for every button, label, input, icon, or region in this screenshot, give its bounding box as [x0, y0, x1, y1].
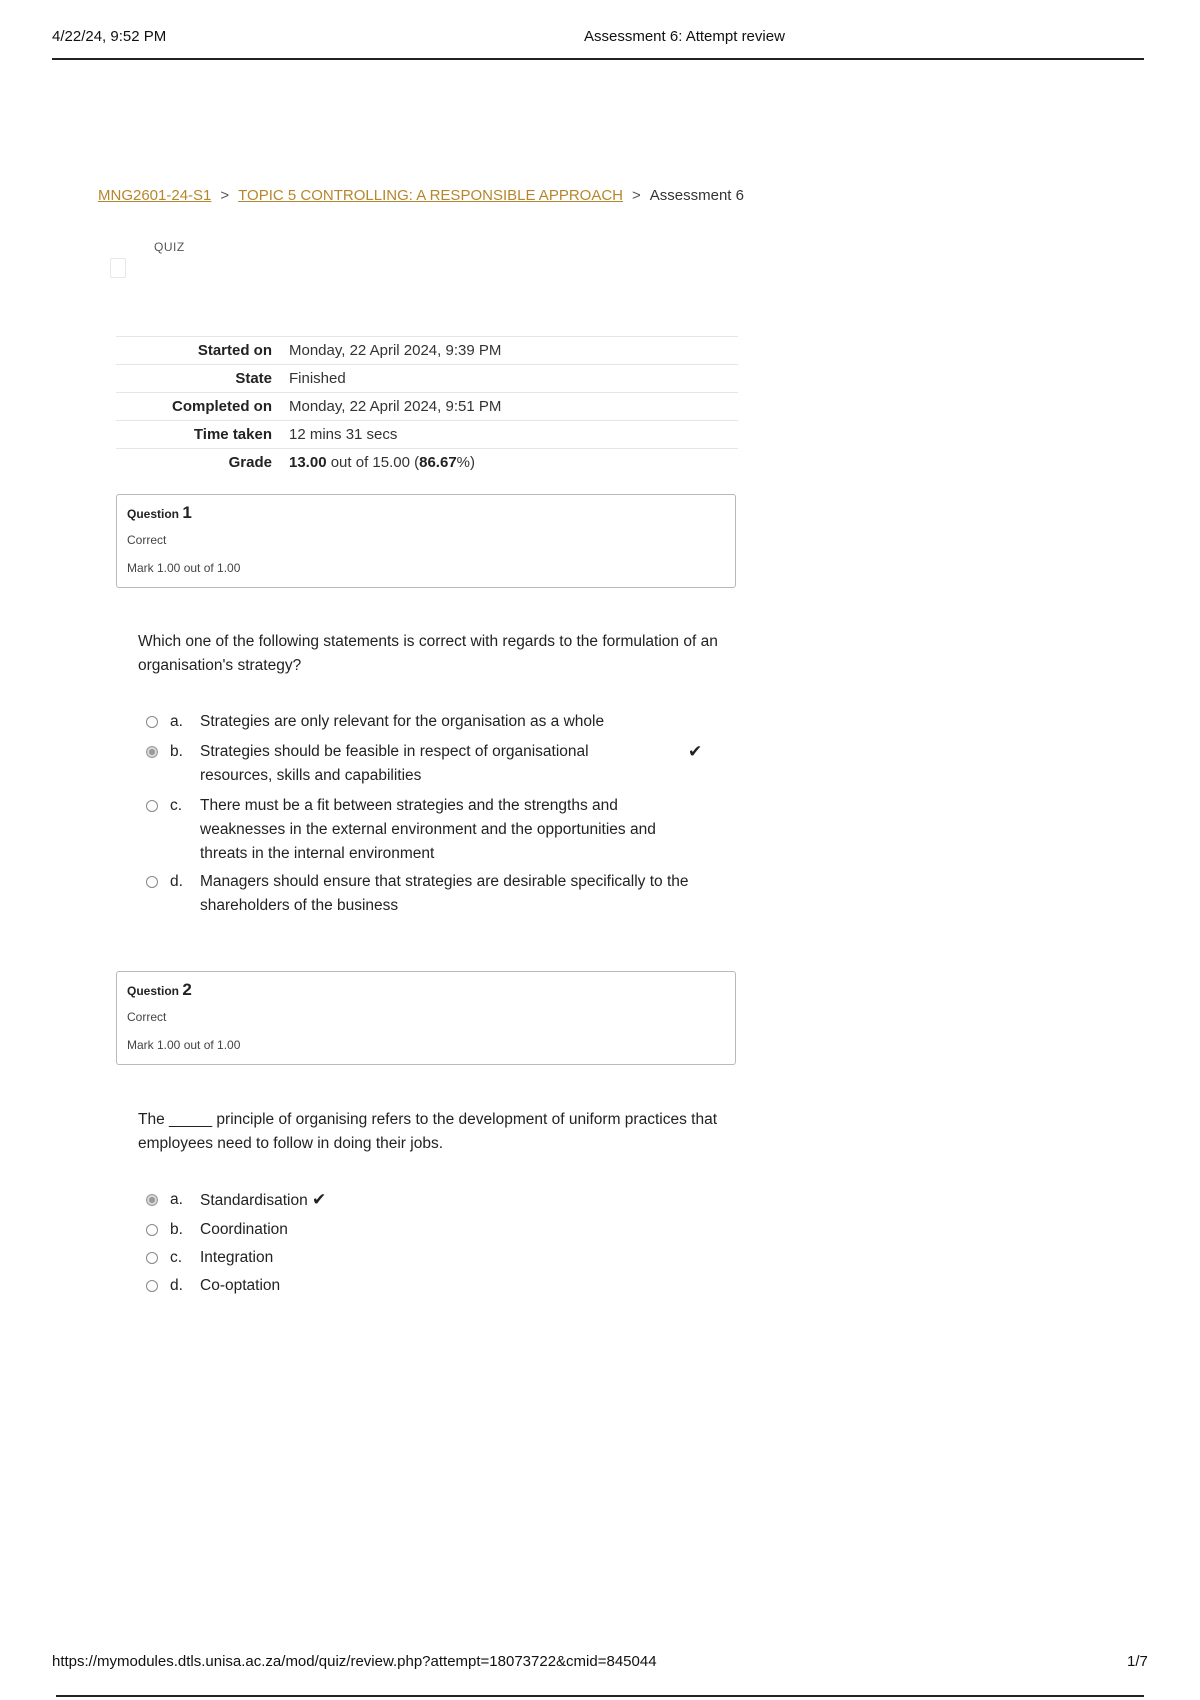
question-number-value: 2 [182, 980, 192, 999]
question-2-answers [146, 1188, 736, 1302]
radio-button[interactable] [146, 1224, 158, 1236]
time-taken-value: 12 mins 31 secs [281, 421, 738, 449]
question-2-info [116, 971, 736, 1065]
radio-button[interactable] [146, 716, 158, 728]
summary-row-time [116, 421, 738, 449]
summary-row-state [116, 365, 738, 393]
breadcrumb-topic-link[interactable]: TOPIC 5 CONTROLLING: A RESPONSIBLE APPROACH [238, 187, 623, 204]
question-1-info [116, 494, 736, 588]
summary-row-grade [116, 449, 738, 477]
option-letter: d. [170, 1277, 183, 1294]
completed-on-label: Completed on [116, 393, 281, 421]
question-mark: Mark 1.00 out of 1.00 [127, 561, 241, 575]
chevron-right-icon: > [220, 187, 230, 204]
radio-button[interactable] [146, 1280, 158, 1292]
option-letter: c. [170, 1249, 183, 1266]
started-on-value: Monday, 22 April 2024, 9:39 PM [281, 337, 738, 365]
summary-row-completed [116, 393, 738, 421]
option-text: Coordination [200, 1221, 288, 1238]
option-letter: b. [170, 743, 183, 760]
attempt-summary-table [116, 336, 738, 477]
breadcrumb-current: Assessment 6 [649, 187, 744, 204]
radio-button[interactable] [146, 1252, 158, 1264]
answer-option-b[interactable] [146, 1218, 736, 1246]
check-icon: ✔ [688, 742, 703, 761]
question-1-answers [146, 710, 736, 924]
print-datetime: 4/22/24, 9:52 PM [52, 28, 167, 45]
grade-percent: 86.67 [419, 454, 457, 471]
question-1-text: Which one of the following statements is correct with regards to the formulation of an organisation's strategy? [138, 633, 718, 674]
summary-row-started [116, 337, 738, 365]
print-footer-page: 1/7 [1127, 1653, 1148, 1670]
print-page-title: Assessment 6: Attempt review [584, 28, 785, 45]
answer-option-a[interactable] [146, 710, 736, 740]
option-text: Strategies should be feasible in respect of organisational resources, skills and capabilities [200, 743, 589, 784]
grade-value [281, 449, 738, 477]
activity-type-label: QUIZ [154, 240, 185, 254]
answer-option-b[interactable] [146, 740, 736, 794]
option-text: Integration [200, 1249, 274, 1266]
breadcrumb-course-link[interactable]: MNG2601-24-S1 [98, 187, 212, 204]
answer-option-c[interactable] [146, 794, 736, 870]
question-number [127, 980, 192, 1000]
question-state: Correct [127, 1010, 167, 1024]
state-value: Finished [281, 365, 738, 393]
question-2-text: The _____ principle of organising refers to the development of uniform practices that employees need to follow in doing their jobs. [138, 1111, 717, 1152]
completed-on-value: Monday, 22 April 2024, 9:51 PM [281, 393, 738, 421]
option-text: Co-optation [200, 1277, 281, 1294]
state-label: State [116, 365, 281, 393]
breadcrumb [98, 187, 744, 204]
question-label: Question [127, 984, 180, 998]
radio-button[interactable] [146, 800, 158, 812]
option-letter: a. [170, 713, 183, 730]
grade-out-of: out of 15.00 ( [330, 454, 420, 471]
grade-label: Grade [116, 449, 281, 477]
option-letter: b. [170, 1221, 183, 1238]
grade-score: 13.00 [289, 454, 327, 471]
answer-option-a[interactable] [146, 1188, 736, 1218]
option-letter: c. [170, 797, 183, 814]
radio-button-selected[interactable] [146, 1194, 158, 1206]
radio-button-selected[interactable] [146, 746, 158, 758]
question-mark: Mark 1.00 out of 1.00 [127, 1038, 241, 1052]
footer-divider [56, 1695, 1144, 1697]
question-label: Question [127, 507, 180, 521]
option-text: There must be a fit between strategies and the strengths and weaknesses in the external environment and the opportunities and threats in the internal environment [200, 797, 656, 862]
question-number [127, 503, 192, 523]
option-letter: d. [170, 873, 183, 890]
print-footer-url: https://mymodules.dtls.unisa.ac.za/mod/quiz/review.php?attempt=18073722&cmid=845044 [52, 1653, 657, 1670]
grade-percent-close: %) [456, 454, 476, 471]
chevron-right-icon: > [632, 187, 641, 204]
option-text: Managers should ensure that strategies are desirable specifically to the shareholders of the business [200, 873, 689, 914]
quiz-icon [110, 258, 126, 278]
question-number-value: 1 [182, 503, 192, 522]
question-state: Correct [127, 533, 167, 547]
option-text [200, 1188, 326, 1213]
answer-option-d[interactable] [146, 870, 736, 924]
option-label: Standardisation [200, 1192, 308, 1209]
started-on-label: Started on [116, 337, 281, 365]
radio-button[interactable] [146, 876, 158, 888]
answer-option-d[interactable] [146, 1274, 736, 1302]
check-icon: ✔ [312, 1190, 327, 1209]
answer-option-c[interactable] [146, 1246, 736, 1274]
time-taken-label: Time taken [116, 421, 281, 449]
option-letter: a. [170, 1191, 183, 1208]
option-text: Strategies are only relevant for the organisation as a whole [200, 713, 605, 730]
print-header [52, 28, 1144, 60]
